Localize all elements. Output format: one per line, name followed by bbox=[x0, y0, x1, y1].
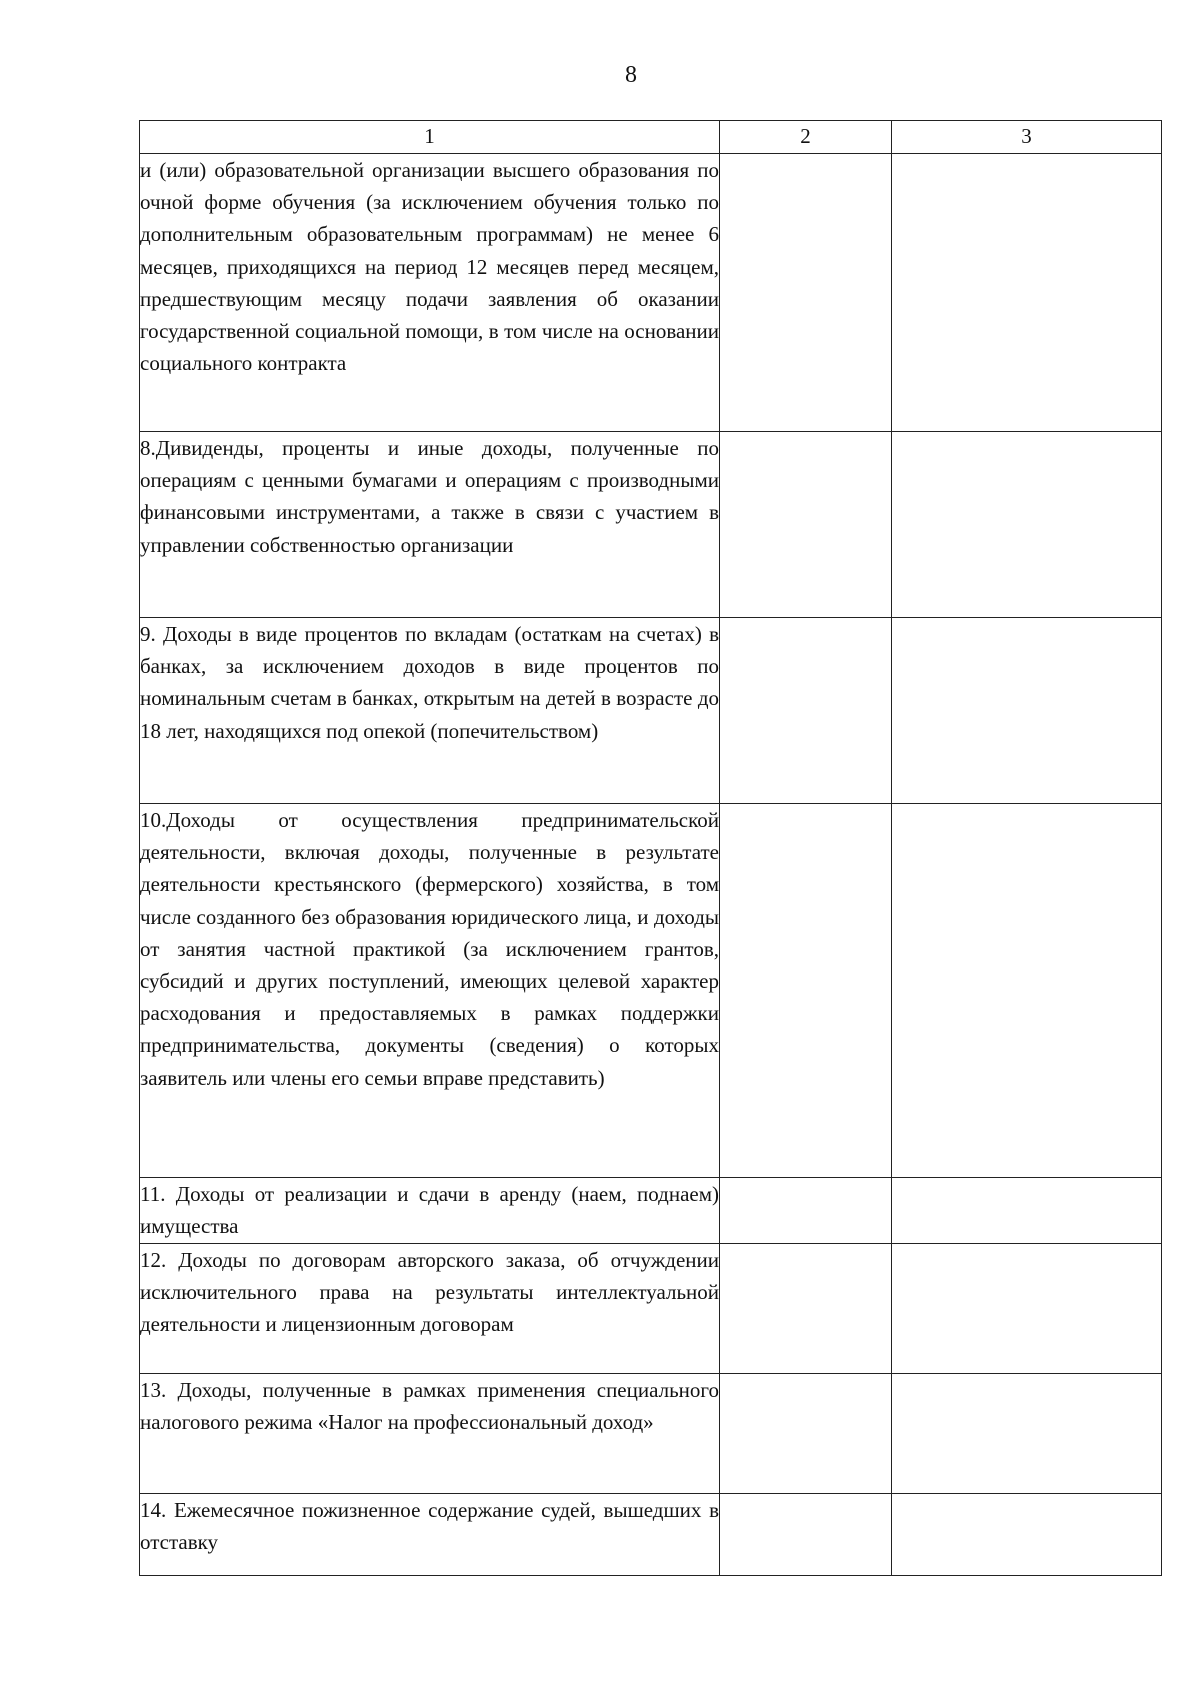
column-3-cell bbox=[892, 1244, 1162, 1374]
column-header-3: 3 bbox=[892, 121, 1162, 154]
column-2-cell bbox=[720, 432, 892, 618]
income-description: и (или) образовательной организации высшего образования по очной форме обучения (за исключением обучения только по дополнительным образовательным программам) не менее 6 месяцев, приходящихся на период 12 месяцев перед месяцем, предшествующим месяцу подачи заявления об оказании государственной социальной помощи, в том числе на основании социального контракта bbox=[140, 154, 720, 432]
column-3-cell bbox=[892, 432, 1162, 618]
table-row bbox=[140, 1374, 1162, 1494]
column-3-cell bbox=[892, 154, 1162, 432]
page-number: 8 bbox=[625, 62, 637, 88]
income-description: 14. Ежемесячное пожизненное содержание судей, вышедших в отставку bbox=[140, 1494, 720, 1576]
column-header-1: 1 bbox=[140, 121, 720, 154]
table-row bbox=[140, 432, 1162, 618]
table-row bbox=[140, 1494, 1162, 1576]
column-3-cell bbox=[892, 1178, 1162, 1244]
income-description: 10.Доходы от осуществления предпринимательской деятельности, включая доходы, полученные в результате деятельности крестьянского (фермерского) хозяйства, в том числе созданного без образования юридического лица, и доходы от занятия частной практикой (за исключением грантов, субсидий и других поступлений, имеющих целевой характер расходования и предоставляемых в рамках поддержки предпринимательства, документы (сведения) о которых заявитель или члены его семьи вправе представить) bbox=[140, 804, 720, 1178]
table-row bbox=[140, 618, 1162, 804]
column-2-cell bbox=[720, 1494, 892, 1576]
column-header-2: 2 bbox=[720, 121, 892, 154]
table-header-row bbox=[140, 121, 1162, 154]
column-2-cell bbox=[720, 1178, 892, 1244]
column-3-cell bbox=[892, 1494, 1162, 1576]
column-2-cell bbox=[720, 804, 892, 1178]
income-description: 9. Доходы в виде процентов по вкладам (остаткам на счетах) в банках, за исключением доходов в виде процентов по номинальным счетам в банках, открытым на детей в возрасте до 18 лет, находящихся под опекой (попечительством) bbox=[140, 618, 720, 804]
table-row bbox=[140, 154, 1162, 432]
table-row bbox=[140, 804, 1162, 1178]
column-2-cell bbox=[720, 1244, 892, 1374]
column-2-cell bbox=[720, 618, 892, 804]
column-3-cell bbox=[892, 804, 1162, 1178]
income-description: 8.Дивиденды, проценты и иные доходы, полученные по операциям с ценными бумагами и операциям с производными финансовыми инструментами, а также в связи с участием в управлении собственностью организации bbox=[140, 432, 720, 618]
column-3-cell bbox=[892, 1374, 1162, 1494]
income-description: 12. Доходы по договорам авторского заказа, об отчуждении исключительного права на результаты интеллектуальной деятельности и лицензионным договорам bbox=[140, 1244, 720, 1374]
income-description: 13. Доходы, полученные в рамках применения специального налогового режима «Налог на профессиональный доход» bbox=[140, 1374, 720, 1494]
column-2-cell bbox=[720, 154, 892, 432]
column-3-cell bbox=[892, 618, 1162, 804]
table-row bbox=[140, 1178, 1162, 1244]
column-2-cell bbox=[720, 1374, 892, 1494]
income-description: 11. Доходы от реализации и сдачи в аренду (наем, поднаем) имущества bbox=[140, 1178, 720, 1244]
income-table bbox=[139, 120, 1162, 1576]
table-row bbox=[140, 1244, 1162, 1374]
